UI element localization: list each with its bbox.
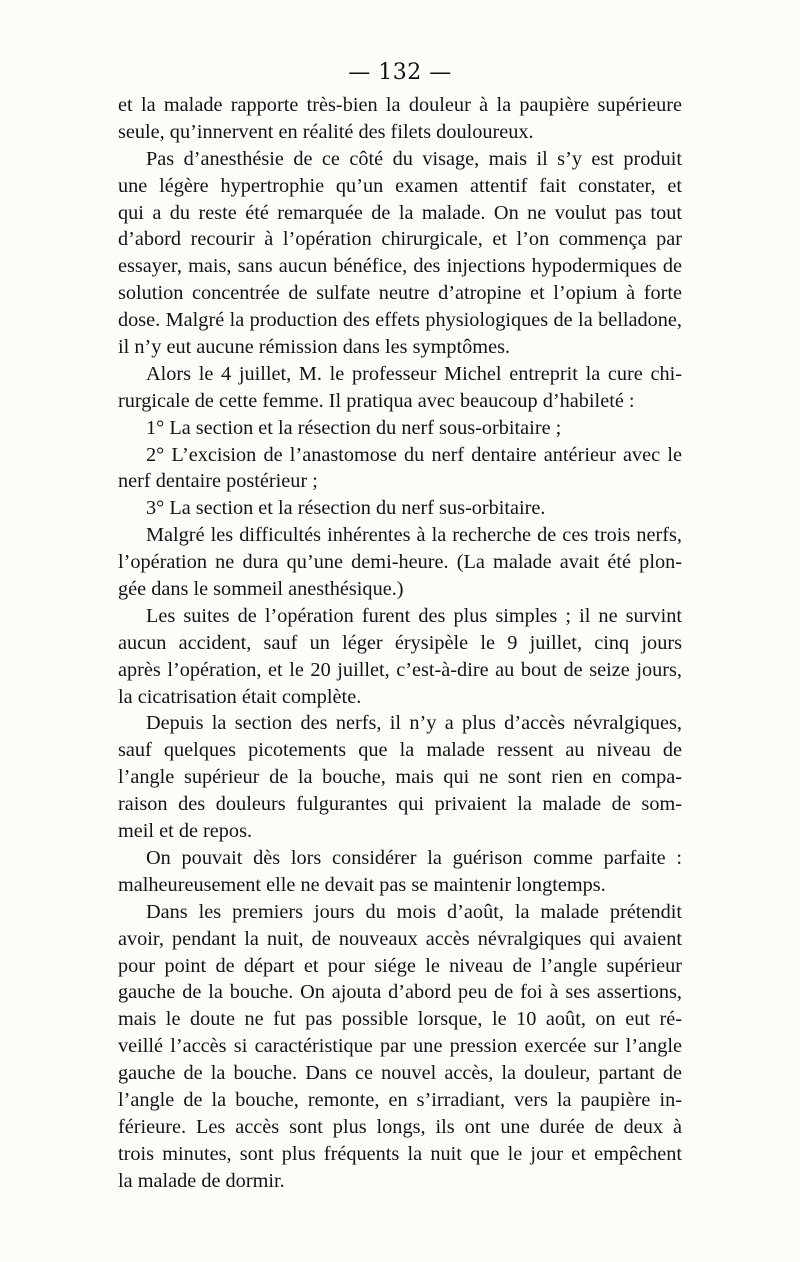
text-line: 3° La section et la résection du nerf sus-orbitaire. — [146, 497, 546, 520]
text-line: 2° L’excision de l’anastomose du nerf dentaire antérieur avec le — [146, 443, 682, 466]
text-line: mais le doute ne fut pas possible lorsque, le 10 août, on eut ré- — [118, 1008, 682, 1031]
text-line: l’opération ne dura qu’une demi-heure. (La malade avait été plon- — [118, 551, 682, 574]
text-line: la cicatrisation était complète. — [118, 685, 362, 708]
paragraph — [118, 899, 682, 1195]
text-line: et la malade rapporte très-bien la douleur à la paupière supérieure — [118, 94, 682, 116]
text-line: avoir, pendant la nuit, de nouveaux accès névralgiques qui avaient — [118, 927, 682, 950]
paragraph — [118, 845, 682, 899]
text-line: Les suites de l’opération furent des plus simples ; il ne survint — [146, 604, 682, 627]
paragraph — [118, 522, 682, 603]
text-line: dose. Malgré la production des effets physiologiques de la belladone, — [118, 309, 682, 332]
text-line: Alors le 4 juillet, M. le professeur Michel entreprit la cure chi- — [146, 362, 682, 385]
text-line: il n’y eut aucune rémission dans les symptômes. — [118, 336, 511, 359]
text-line: Depuis la section des nerfs, il n’y a plus d’accès névralgiques, — [146, 712, 682, 735]
paragraph — [118, 361, 682, 415]
text-line: pour point de départ et pour siége le niveau de l’angle supérieur — [118, 954, 682, 977]
paragraph — [118, 442, 682, 496]
text-line: d’abord recourir à l’opération chirurgicale, et l’on commença par — [118, 228, 682, 251]
text-line: Malgré les difficultés inhérentes à la recherche de ces trois nerfs, — [146, 524, 682, 547]
paragraph — [118, 603, 682, 711]
text-line: la malade de dormir. — [118, 1169, 285, 1192]
text-line: gée dans le sommeil anesthésique.) — [118, 578, 404, 601]
text-line: après l’opération, et le 20 juillet, c’est-à-dire au bout de seize jours, — [118, 658, 682, 681]
text-line: seule, qu’innervent en réalité des filets douloureux. — [118, 120, 534, 143]
paragraph — [118, 415, 682, 442]
text-line: essayer, mais, sans aucun bénéfice, des injections hypodermiques de — [118, 255, 682, 278]
page-number: — 132 — — [348, 60, 452, 85]
text-line: férieure. Les accès sont plus longs, ils ont une durée de deux à — [118, 1115, 682, 1138]
text-line: Pas d’anesthésie de ce côté du visage, mais il s’y est produit — [146, 147, 682, 170]
paragraph — [118, 92, 682, 146]
text-line: sauf quelques picotements que la malade ressent au niveau de — [118, 739, 682, 762]
paragraph — [118, 495, 682, 522]
text-line: gauche de la bouche. Dans ce nouvel accès, la douleur, partant de — [118, 1062, 682, 1085]
text-line: malheureusement elle ne devait pas se maintenir longtemps. — [118, 873, 606, 896]
text-line: On pouvait dès lors considérer la guérison comme parfaite : — [146, 846, 682, 869]
text-line: rurgicale de cette femme. Il pratiqua avec beaucoup d’habileté : — [118, 389, 635, 412]
text-line: une légère hypertrophie qu’un examen attentif fait constater, et — [118, 174, 682, 197]
text-line: l’angle de la bouche, remonte, en s’irradiant, vers la paupière in- — [118, 1088, 682, 1111]
text-line: nerf dentaire postérieur ; — [118, 470, 318, 493]
paragraph — [118, 146, 682, 361]
text-line: raison des douleurs fulgurantes qui privaient la malade de som- — [118, 793, 682, 816]
text-line: trois minutes, sont plus fréquents la nuit que le jour et empêchent — [118, 1142, 682, 1165]
paragraph — [118, 710, 682, 844]
body-text — [118, 92, 682, 1195]
text-line: l’angle supérieur de la bouche, mais qui ne sont rien en compa- — [118, 766, 682, 789]
text-line: veillé l’accès si caractéristique par une pression exercée sur l’angle — [118, 1035, 682, 1058]
text-line: gauche de la bouche. On ajouta d’abord peu de foi à ses assertions, — [118, 981, 682, 1004]
text-line: solution concentrée de sulfate neutre d’atropine et l’opium à forte — [118, 282, 682, 305]
text-line: meil et de repos. — [118, 820, 253, 843]
text-line: qui a du reste été remarquée de la malade. On ne voulut pas tout — [118, 201, 682, 224]
text-line: 1° La section et la résection du nerf sous-orbitaire ; — [146, 416, 562, 439]
text-line: aucun accident, sauf un léger érysipèle le 9 juillet, cinq jours — [118, 631, 682, 654]
text-line: Dans les premiers jours du mois d’août, la malade prétendit — [146, 900, 682, 923]
